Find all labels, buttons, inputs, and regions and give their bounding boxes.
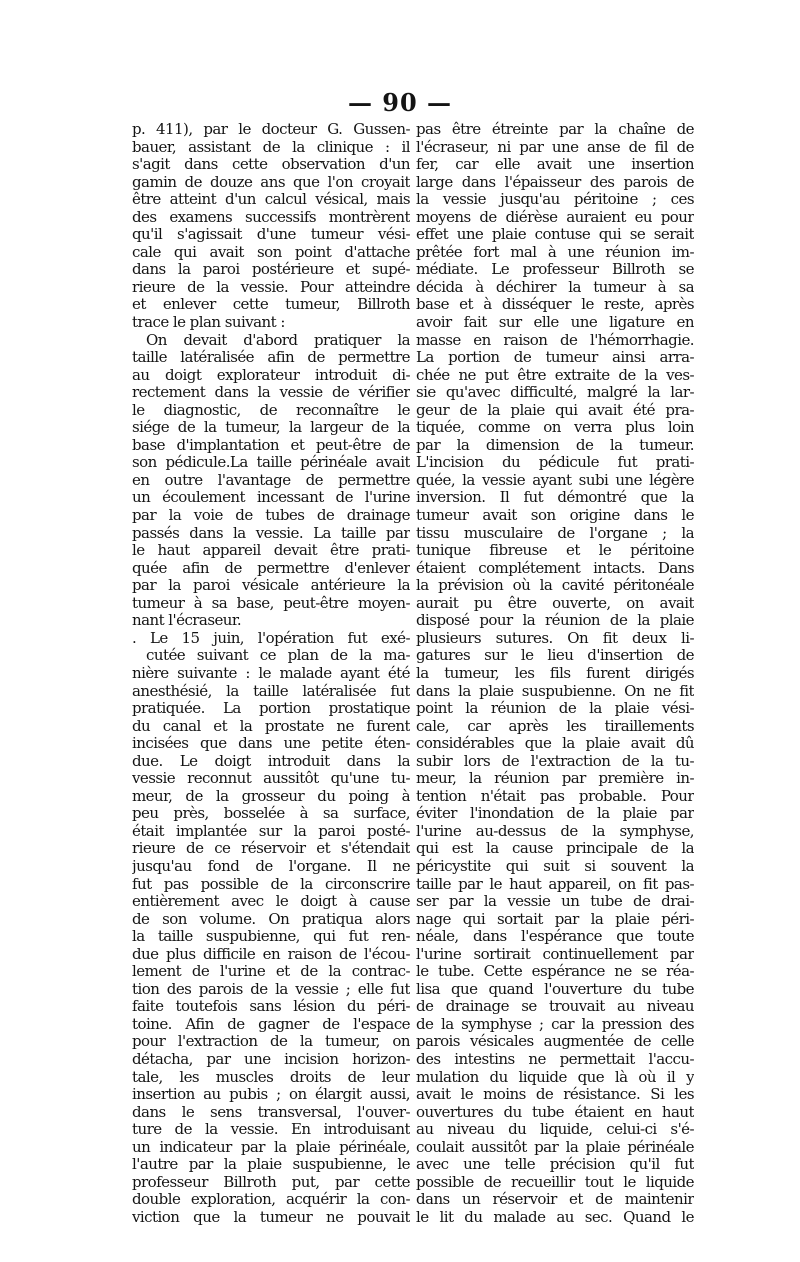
text-line: avait le moins de résistance. Si les: [416, 1086, 694, 1104]
text-line: le diagnostic, de reconnaître le: [132, 401, 410, 419]
text-line: professeur Billroth put, par cette: [132, 1173, 410, 1191]
text-line: des examens successifs montrèrent: [132, 208, 410, 226]
text-line: du canal et la prostate ne furent: [132, 717, 410, 735]
text-line: être atteint d'un calcul vésical, mais: [132, 191, 410, 209]
text-line: coulait aussitôt par la plaie périnéale: [416, 1138, 694, 1156]
page-number: — 90 —: [347, 88, 453, 117]
text-line: dans un réservoir et de maintenir: [416, 1191, 694, 1209]
text-line: ser par la vessie un tube de drai-: [416, 893, 694, 911]
text-line: taille latéralisée afin de permettre: [132, 349, 410, 367]
text-line: base et à disséquer le reste, après: [416, 296, 694, 314]
text-line: qu'il s'agissait d'une tumeur vési-: [132, 226, 410, 244]
text-line: l'urine au-dessus de la symphyse,: [416, 822, 694, 840]
text-line: rectement dans la vessie de vérifier: [132, 384, 410, 402]
text-line: son pédicule.La taille périnéale avait: [132, 454, 410, 472]
text-line: ture de la vessie. En introduisant: [132, 1121, 410, 1139]
text-line: cale qui avait son point d'attache: [132, 243, 410, 261]
text-line: pour l'extraction de la tumeur, on: [132, 1033, 410, 1051]
text-line: sie qu'avec difficulté, malgré la lar-: [416, 384, 694, 402]
text-line: La portion de tumeur ainsi arra-: [416, 349, 694, 367]
text-line: jusqu'au fond de l'organe. Il ne: [132, 857, 410, 875]
text-line: en outre l'avantage de permettre: [132, 471, 410, 489]
text-line: fer, car elle avait une insertion: [416, 156, 694, 174]
text-line: éviter l'inondation de la plaie par: [416, 805, 694, 823]
text-line: incisées que dans une petite éten-: [132, 735, 410, 753]
text-line: et enlever cette tumeur, Billroth: [132, 296, 410, 314]
text-line: anesthésié, la taille latéralisée fut: [132, 682, 410, 700]
text-line: tion des parois de la vessie ; elle fut: [132, 980, 410, 998]
text-line: médiate. Le professeur Billroth se: [416, 261, 694, 279]
text-line: quée afin de permettre d'enlever: [132, 559, 410, 577]
text-line: insertion au pubis ; on élargit aussi,: [132, 1086, 410, 1104]
text-line: tention n'était pas probable. Pour: [416, 787, 694, 805]
text-line: tumeur à sa base, peut-être moyen-: [132, 594, 410, 612]
text-line: On devait d'abord pratiquer la: [146, 331, 410, 349]
text-line: l'écraseur, ni par une anse de fil de: [416, 138, 694, 156]
text-line: masse en raison de l'hémorrhagie.: [416, 331, 694, 349]
text-line: rieure de la vessie. Pour atteindre: [132, 278, 410, 296]
text-line: point la réunion de la plaie vési-: [416, 700, 694, 718]
text-line: entièrement avec le doigt à cause: [132, 893, 410, 911]
text-line: l'autre par la plaie suspubienne, le: [132, 1156, 410, 1174]
text-line: des intestins ne permettait l'accu-: [416, 1050, 694, 1068]
text-line: un indicateur par la plaie périnéale,: [132, 1138, 410, 1156]
text-line: possible de recueillir tout le liquide: [416, 1173, 694, 1191]
text-line: tissu musculaire de l'organe ; la: [416, 524, 694, 542]
text-line: nant l'écraseur.: [132, 612, 242, 630]
text-line: nage qui sortait par la plaie péri-: [416, 910, 694, 928]
text-line: cutée suivant ce plan de la ma-: [146, 647, 410, 665]
text-line: la tumeur, les fils furent dirigés: [416, 664, 694, 682]
text-line: l'urine sortirait continuellement par: [416, 945, 694, 963]
text-line: toine. Afin de gagner de l'espace: [132, 1015, 410, 1033]
text-line: avec une telle précision qu'il fut: [416, 1156, 694, 1174]
text-line: nière suivante : le malade ayant été: [132, 664, 410, 682]
text-line: qui est la cause principale de la: [416, 840, 694, 858]
text-line: inversion. Il fut démontré que la: [416, 489, 694, 507]
text-line: due plus difficile en raison de l'écou-: [132, 945, 410, 963]
text-line: viction que la tumeur ne pouvait: [132, 1208, 410, 1226]
text-line: dans la paroi postérieure et supé-: [132, 261, 410, 279]
text-line: large dans l'épaisseur des parois de: [416, 173, 694, 191]
text-line: taille par le haut appareil, on fit pas-: [416, 875, 694, 893]
text-line: péricystite qui suit si souvent la: [416, 857, 694, 875]
text-line: cale, car après les tiraillements: [416, 717, 694, 735]
text-line: double exploration, acquérir la con-: [132, 1191, 410, 1209]
text-line: vessie reconnut aussitôt qu'une tu-: [132, 770, 410, 788]
text-line: la vessie jusqu'au péritoine ; ces: [416, 191, 694, 209]
text-line: aurait pu être ouverte, on avait: [416, 594, 694, 612]
text-line: la prévision où la cavité péritonéale: [416, 577, 694, 595]
text-line: de drainage se trouvait au niveau: [416, 998, 694, 1016]
text-line: passés dans la vessie. La taille par: [132, 524, 410, 542]
text-line: le lit du malade au sec. Quand le: [416, 1208, 694, 1226]
text-line: subir lors de l'extraction de la tu-: [416, 752, 694, 770]
text-line: tale, les muscles droits de leur: [132, 1068, 410, 1086]
text-line: moyens de diérèse auraient eu pour: [416, 208, 694, 226]
text-line: pas être étreinte par la chaîne de: [416, 121, 694, 138]
text-line: ouvertures du tube étaient en haut: [416, 1103, 694, 1121]
text-line: par la dimension de la tumeur.: [416, 436, 694, 454]
text-line: décida à déchirer la tumeur à sa: [416, 278, 694, 296]
text-line: dans le sens transversal, l'ouver-: [132, 1103, 410, 1121]
text-line: chée ne put être extraite de la ves-: [416, 366, 694, 384]
text-line: fut pas possible de la circonscrire: [132, 875, 410, 893]
text-line: effet une plaie contuse qui se serait: [416, 226, 694, 244]
text-line: de la symphyse ; car la pression des: [416, 1015, 694, 1033]
text-line: faite toutefois sans lésion du péri-: [132, 998, 410, 1016]
text-line: tunique fibreuse et le péritoine: [416, 542, 694, 560]
text-line: détacha, par une incision horizon-: [132, 1050, 410, 1068]
text-line: quée, la vessie ayant subi une légère: [416, 471, 694, 489]
text-line: au doigt explorateur introduit di-: [132, 366, 410, 384]
text-line: tiquée, comme on verra plus loin: [416, 419, 694, 437]
text-line: gatures sur le lieu d'insertion de: [416, 647, 694, 665]
text-line: lement de l'urine et de la contrac-: [132, 963, 410, 981]
text-line: un écoulement incessant de l'urine: [132, 489, 410, 507]
text-line: le haut appareil devait être prati-: [132, 542, 410, 560]
text-line: gamin de douze ans que l'on croyait: [132, 173, 410, 191]
text-line: considérables que la plaie avait dû: [416, 735, 694, 753]
text-line: trace le plan suivant :: [132, 314, 285, 332]
text-line: par la paroi vésicale antérieure la: [132, 577, 410, 595]
text-line: L'incision du pédicule fut prati-: [416, 454, 694, 472]
text-column-right: [416, 121, 694, 1226]
text-line: peu près, bosselée à sa surface,: [132, 805, 410, 823]
text-line: rieure de ce réservoir et s'étendait: [132, 840, 410, 858]
text-line: pratiquée. La portion prostatique: [132, 700, 410, 718]
text-line: le tube. Cette espérance ne se réa-: [416, 963, 694, 981]
text-line: plusieurs sutures. On fit deux li-: [416, 629, 694, 647]
text-line: siége de la tumeur, la largeur de la: [132, 419, 410, 437]
text-line: au niveau du liquide, celui-ci s'é-: [416, 1121, 694, 1139]
text-line: mulation du liquide que là où il y: [416, 1068, 694, 1086]
text-line: tumeur avait son origine dans le: [416, 507, 694, 525]
text-line: p. 411), par le docteur G. Gussen-: [132, 121, 410, 138]
text-line: . Le 15 juin, l'opération fut exé-: [132, 629, 410, 647]
text-line: la taille suspubienne, qui fut ren-: [132, 928, 410, 946]
text-line: base d'implantation et peut-être de: [132, 436, 410, 454]
text-line: étaient complétement intacts. Dans: [416, 559, 694, 577]
text-line: lisa que quand l'ouverture du tube: [416, 980, 694, 998]
text-line: parois vésicales augmentée de celle: [416, 1033, 694, 1051]
text-line: dans la plaie suspubienne. On ne fit: [416, 682, 694, 700]
text-line: due. Le doigt introduit dans la: [132, 752, 410, 770]
text-line: de son volume. On pratiqua alors: [132, 910, 410, 928]
text-line: était implantée sur la paroi posté-: [132, 822, 410, 840]
text-line: néale, dans l'espérance que toute: [416, 928, 694, 946]
text-line: disposé pour la réunion de la plaie: [416, 612, 694, 630]
text-line: meur, de la grosseur du poing à: [132, 787, 410, 805]
text-line: s'agit dans cette observation d'un: [132, 156, 410, 174]
text-line: par la voie de tubes de drainage: [132, 507, 410, 525]
text-line: avoir fait sur elle une ligature en: [416, 314, 694, 332]
text-line: bauer, assistant de la clinique : il: [132, 138, 410, 156]
text-column-left: [132, 121, 410, 1226]
text-line: geur de la plaie qui avait été pra-: [416, 401, 694, 419]
text-line: prêtée fort mal à une réunion im-: [416, 243, 694, 261]
text-line: meur, la réunion par première in-: [416, 770, 694, 788]
